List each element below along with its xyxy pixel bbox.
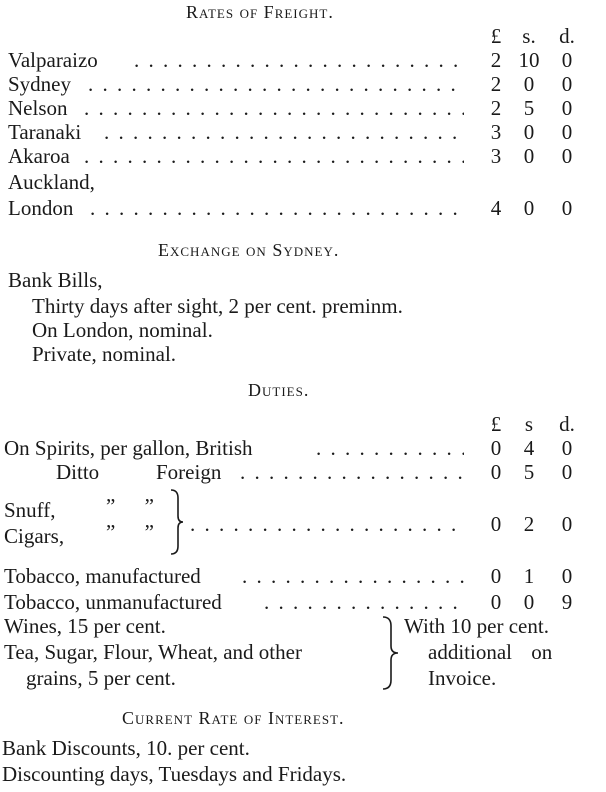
- duty-item: On Spirits, per gallon, British: [4, 436, 253, 460]
- ad-valorem-right: With 10 per cent.: [404, 614, 549, 638]
- freight-pound: 3: [490, 120, 502, 144]
- duty-pound: 0: [490, 512, 502, 536]
- freight-pound: 2: [490, 72, 502, 96]
- ad-valorem-right: Invoice.: [428, 666, 497, 690]
- freight-place: Sydney: [8, 72, 71, 96]
- exchange-line: On London, nominal.: [32, 318, 213, 342]
- freight-col-pound: £: [490, 24, 502, 48]
- freight-pound: 4: [490, 196, 502, 220]
- freight-pence: 0: [561, 196, 573, 220]
- freight-shillings: 0: [523, 72, 535, 96]
- freight-place: London: [8, 196, 74, 220]
- freight-pound: 3: [490, 144, 502, 168]
- duty-item-secondary: Foreign: [156, 460, 222, 484]
- duty-pound: 0: [490, 590, 502, 614]
- duties-col-s: s: [524, 412, 534, 436]
- freight-shillings: 0: [523, 120, 535, 144]
- duty-pence: 0: [561, 512, 573, 536]
- freight-shillings: 10: [518, 48, 540, 72]
- freight-pound: 2: [490, 48, 502, 72]
- duty-item: Cigars,: [4, 524, 65, 548]
- leader-dots: [242, 564, 464, 588]
- duty-item: Ditto: [56, 460, 100, 484]
- exchange-line: Private, nominal.: [32, 342, 177, 366]
- exchange-heading: Exchange on Sydney.: [158, 240, 340, 260]
- leader-dots: [84, 96, 464, 120]
- duties-col-d: d.: [559, 412, 575, 436]
- freight-shillings: 5: [523, 96, 535, 120]
- duties-col-pound: £: [490, 412, 502, 436]
- leader-dots: [134, 48, 464, 72]
- duty-pence: 0: [561, 460, 573, 484]
- freight-shillings: 0: [523, 144, 535, 168]
- duty-pound: 0: [490, 436, 502, 460]
- leader-dots: [190, 512, 464, 536]
- freight-place: Valparaizo: [8, 48, 98, 72]
- ad-valorem-right: additional on: [428, 640, 553, 664]
- leader-dots: [240, 460, 464, 484]
- leader-dots: [88, 72, 464, 96]
- freight-pence: 0: [561, 96, 573, 120]
- right-brace-icon: [168, 488, 186, 556]
- duty-shillings: 1: [523, 564, 535, 588]
- ditto-marks: ” ”: [106, 520, 166, 544]
- freight-pence: 0: [561, 48, 573, 72]
- duty-pound: 0: [490, 460, 502, 484]
- duty-pence: 0: [561, 436, 573, 460]
- leader-dots: [104, 120, 464, 144]
- exchange-line: Bank Bills,: [8, 268, 103, 292]
- ad-valorem-left: Wines, 15 per cent.: [4, 614, 166, 638]
- ad-valorem-left: grains, 5 per cent.: [26, 666, 176, 690]
- freight-place: Nelson: [8, 96, 68, 120]
- right-brace-icon: [380, 614, 402, 692]
- ad-valorem-left: Tea, Sugar, Flour, Wheat, and other: [4, 640, 302, 664]
- interest-heading: Current Rate of Interest.: [122, 708, 345, 728]
- freight-shillings: 0: [523, 196, 535, 220]
- freight-place: Akaroa: [8, 144, 70, 168]
- freight-col-s: s.: [522, 24, 536, 48]
- freight-pound: 2: [490, 96, 502, 120]
- duty-item: Snuff,: [4, 498, 56, 522]
- freight-pence: 0: [561, 144, 573, 168]
- duty-item: Tobacco, manufactured: [4, 564, 201, 588]
- duty-pence: 0: [561, 564, 573, 588]
- freight-place: Auckland,: [8, 170, 95, 194]
- duty-shillings: 0: [523, 590, 535, 614]
- leader-dots: [90, 196, 464, 220]
- leader-dots: [84, 144, 464, 168]
- ditto-marks: ” ”: [106, 494, 166, 518]
- freight-col-d: d.: [559, 24, 575, 48]
- freight-place: Taranaki: [8, 120, 82, 144]
- duty-shillings: 2: [523, 512, 535, 536]
- leader-dots: [316, 436, 464, 460]
- duty-pence: 9: [561, 590, 573, 614]
- duty-pound: 0: [490, 564, 502, 588]
- interest-line: Discounting days, Tuesdays and Fridays.: [2, 762, 347, 786]
- duty-shillings: 5: [523, 460, 535, 484]
- exchange-line: Thirty days after sight, 2 per cent. preminm.: [32, 294, 403, 318]
- interest-line: Bank Discounts, 10. per cent.: [2, 736, 250, 760]
- freight-pence: 0: [561, 72, 573, 96]
- duties-heading: Duties.: [248, 380, 310, 400]
- duty-item: Tobacco, unmanufactured: [4, 590, 222, 614]
- leader-dots: [264, 590, 464, 614]
- freight-pence: 0: [561, 120, 573, 144]
- freight-heading: Rates of Freight.: [186, 2, 334, 22]
- duty-shillings: 4: [523, 436, 535, 460]
